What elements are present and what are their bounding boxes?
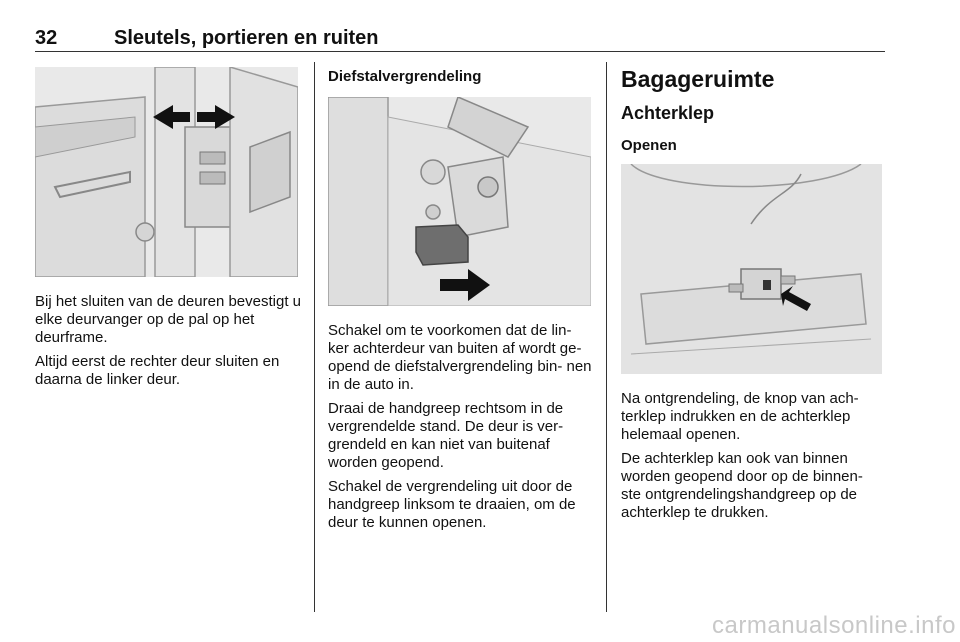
- anti-theft-lock-handle-figure: [328, 97, 591, 306]
- tailgate-release-button-figure: [621, 164, 882, 374]
- paragraph: De achterklep kan ook van binnen worden geopend door op de binnen- ste ontgrendelingshandgreep op de achterklep te drukken.: [621, 450, 863, 521]
- paragraph: Draai de handgreep rechtsom in de vergrendelde stand. De deur is ver- grendeld en kan niet van buitenaf worden geopend.: [328, 400, 564, 471]
- section-title: Bagageruimte: [621, 66, 775, 92]
- col1-text: [35, 293, 301, 395]
- column-divider-1: [314, 62, 315, 612]
- column-divider-2: [606, 62, 607, 612]
- paragraph: Na ontgrendeling, de knop van ach- terklep indrukken en de achterklep helemaal openen.: [621, 390, 859, 443]
- col3-text: [621, 390, 885, 528]
- page-number: 32: [35, 27, 58, 49]
- watermark: carmanualsonline.info: [712, 612, 956, 639]
- section-heading: Diefstalvergrendeling: [328, 68, 482, 85]
- section-subtitle: Achterklep: [621, 103, 715, 123]
- paragraph: Altijd eerst de rechter deur sluiten en daarna de linker deur.: [35, 353, 280, 388]
- paragraph: Schakel om te voorkomen dat de lin- ker achterdeur van buiten af wordt ge- opend de diefstalvergrendeling bin- nen in de auto in.: [328, 322, 592, 393]
- chapter-title: Sleutels, portieren en ruiten: [114, 27, 379, 49]
- page-header: [35, 27, 885, 53]
- header-rule: [35, 51, 885, 52]
- paragraph: Schakel de vergrendeling uit door de handgreep linksom te draaien, om de deur te kunnen openen.: [328, 478, 576, 531]
- door-lock-striker-figure: [35, 67, 298, 277]
- section-heading: Openen: [621, 137, 677, 154]
- paragraph: Bij het sluiten van de deuren bevestigt u elke deurvanger op de pal op het deurframe.: [35, 293, 302, 346]
- col2-text: [328, 322, 594, 538]
